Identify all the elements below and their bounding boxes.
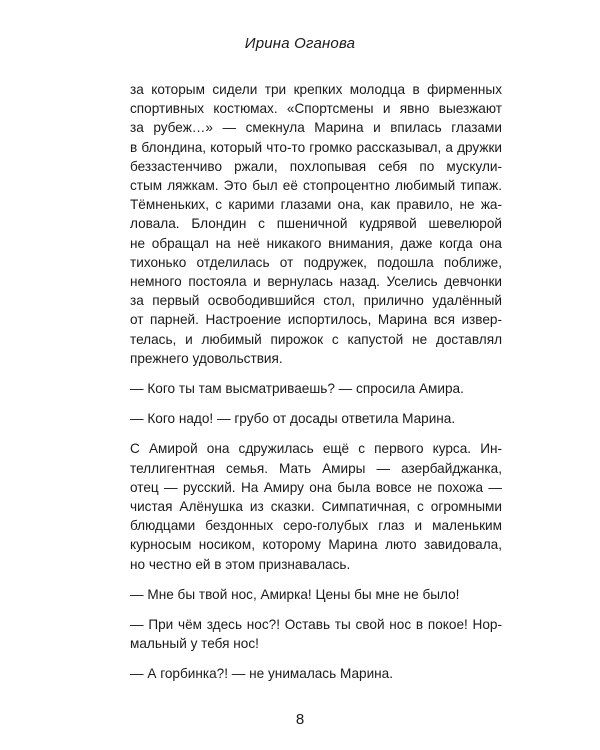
text-line: С Амирой она сдружилась ещё с первого курса. Ин- xyxy=(130,441,502,457)
paragraph xyxy=(130,664,502,683)
text-line: чистая Алёнушка из сказки. Симпатичная, с огромными xyxy=(130,499,502,515)
text-line: телась, и любимый пирожок с капустой не доставлял xyxy=(130,331,502,347)
text-line: — При чём здесь нос?! Оставь ты свой нос в покое! Нор- xyxy=(130,617,502,633)
text-line: — А горбинка?! — не унималась Марина. xyxy=(130,666,394,682)
text-line: ловала. Блондин с пшеничной кудрявой шевелюрой xyxy=(130,216,502,232)
text-line: — Мне бы твой нос, Амирка! Цены бы мне не было! xyxy=(130,586,460,602)
text-line: — Кого ты там высматриваешь? — спросила Амира. xyxy=(130,381,464,397)
body-text xyxy=(130,80,502,695)
text-line: Тёмненьких, с карими глазами она, как правило, не жа- xyxy=(130,197,502,213)
text-line: курносым носиком, которому Марина люто завидовала, xyxy=(130,537,502,553)
paragraph xyxy=(130,585,502,604)
text-line: но честно ей в этом признавалась. xyxy=(130,556,351,572)
text-line: от парней. Настроение испортилось, Марина вся извер- xyxy=(130,312,502,328)
paragraph xyxy=(130,615,502,653)
text-line: прежнего удовольствия. xyxy=(130,350,283,366)
text-line: — Кого надо! — грубо от досады ответила Марина. xyxy=(130,411,456,427)
text-line: за рубеж…» — смекнула Марина и впилась глазами xyxy=(130,120,502,136)
text-line: не обращал на неё никакого внимания, даже когда она xyxy=(130,235,502,251)
paragraph xyxy=(130,379,502,398)
text-line: теллигентная семья. Мать Амиры — азербайджанка, xyxy=(130,460,502,476)
running-head: Ирина Оганова xyxy=(244,35,356,52)
paragraph xyxy=(130,80,502,368)
text-line: в блондина, который что-то громко рассказывал, а дружки xyxy=(130,139,502,155)
page-number: 8 xyxy=(295,711,305,728)
text-line: отец — русский. На Амиру она была вовсе не похожа — xyxy=(130,479,502,495)
paragraph xyxy=(130,439,502,573)
text-line: за которым сидели три крепких молодца в фирменных xyxy=(130,82,502,97)
paragraph xyxy=(130,409,502,428)
text-line: тихонько отделилась от подружек, подошла поближе, xyxy=(130,254,502,270)
text-line: стым ляжкам. Это был её стопроцентно любимый типаж. xyxy=(130,178,502,194)
text-line: спортивных костюмах. «Спортсмены и явно выезжают xyxy=(130,101,502,117)
text-line: немного постояла и вернулась назад. Уселись девчонки xyxy=(130,274,502,290)
text-line: за первый освободившийся стол, прилично удалённый xyxy=(130,293,502,309)
text-line: беззастенчиво ржали, похлопывая себя по мускули- xyxy=(130,158,502,174)
text-line: блюдцами бездонных серо-голубых глаз и маленьким xyxy=(130,518,502,534)
text-line: мальный у тебя нос! xyxy=(130,636,259,652)
